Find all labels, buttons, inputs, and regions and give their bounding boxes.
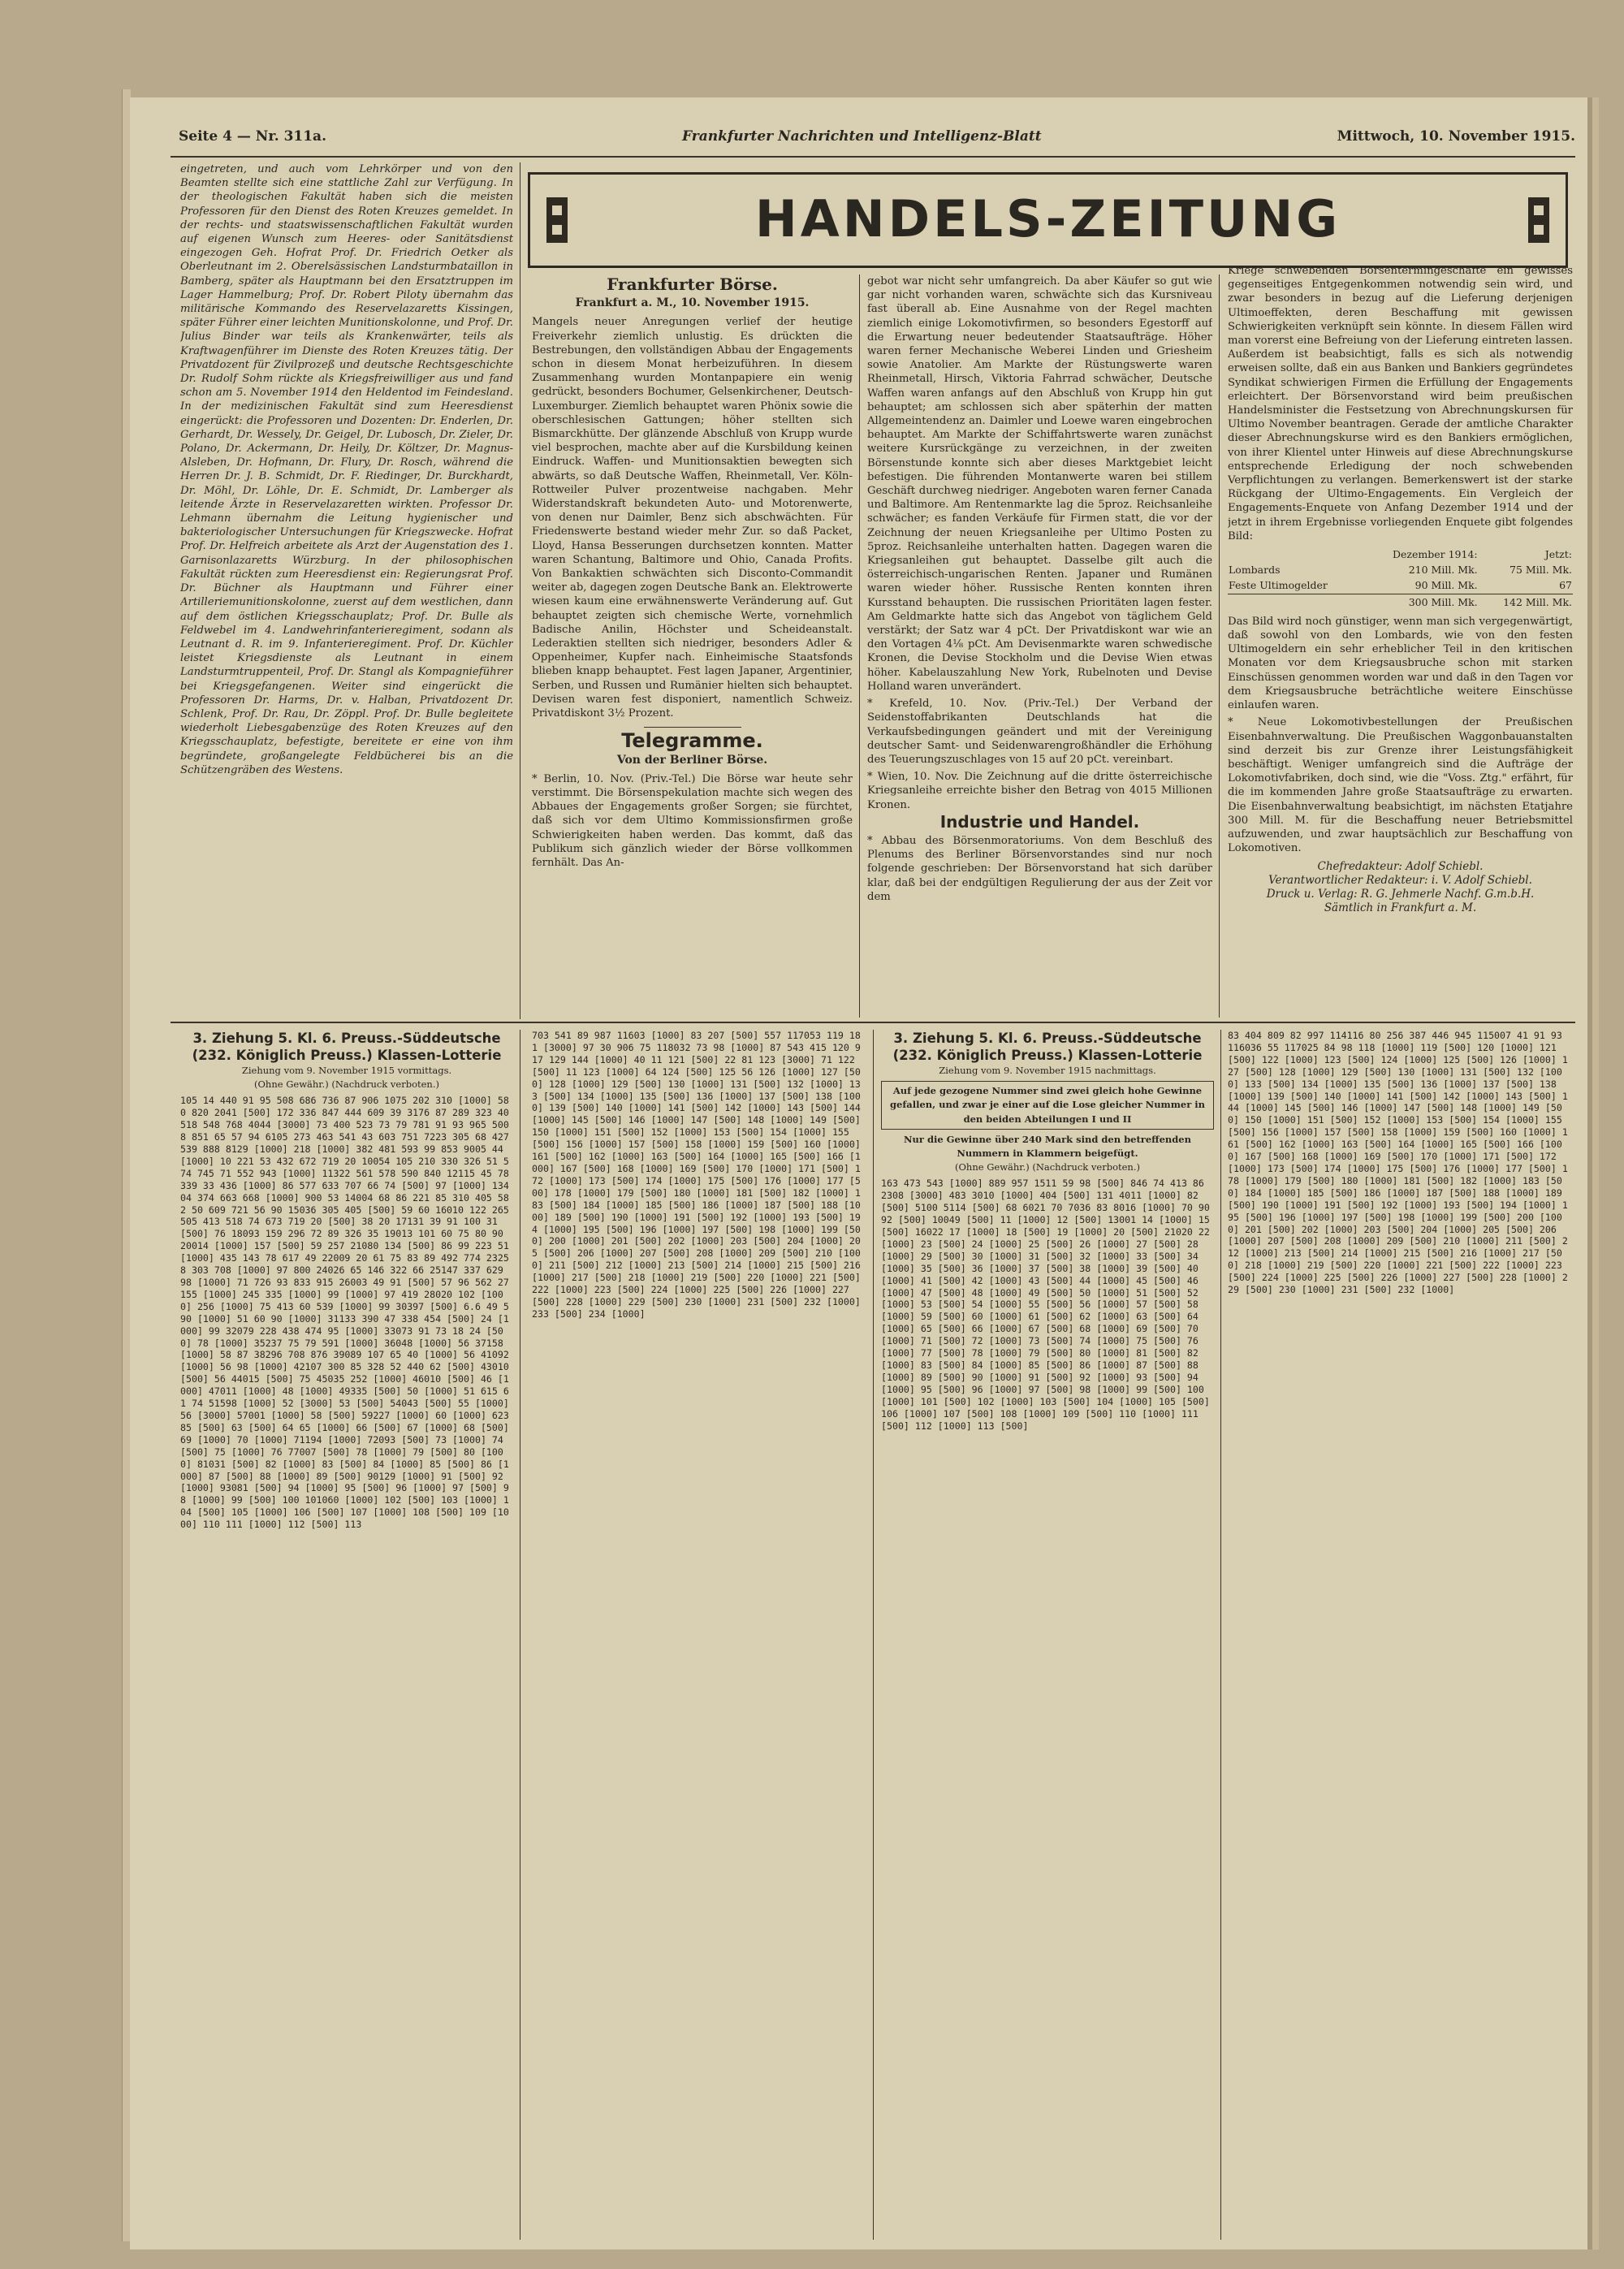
lottery-notice-box: Auf jede gezogene Nummer sind zwei gleich hohe Gewinne gefallen, und zwar je einer auf die Lose gleicher Nummer in den beiden Abteilungen I und II (881, 1081, 1214, 1130)
section-title: HANDELS-ZEITUNG (754, 189, 1341, 249)
lottery-morning-continued (532, 1030, 865, 2236)
lottery-afternoon-date: Ziehung vom 9. November 1915 nachmittags. (939, 1065, 1156, 1076)
lottery-note: Nur die Gewinne über 240 Mark sind den betreffenden Nummern in Klammern beigefügt. (904, 1133, 1191, 1160)
table-cell: 210 Mill. Mk. (1408, 564, 1478, 577)
industrie-text: * Abbau des Börsenmoratoriums. Von dem Beschluß des Plenums des Berliner Börsenvorstandes sind nur noch folgende geschrieben: Der Börsenvorstand hat sich darüber klar, daß bei der endgültigen Regulierung der aus der Zeit vor dem (867, 834, 1212, 903)
table-cell: 300 Mill. Mk. (1408, 595, 1478, 608)
lottery-afternoon-disclaimer: (Ohne Gewähr.) (Nachdruck verboten.) (955, 1161, 1140, 1173)
column-markets-industry (867, 274, 1212, 1013)
column-divider (1220, 1030, 1221, 2240)
lottery-morning-title: 3. Ziehung 5. Kl. 6. Preuss.-Süddeutsche (192, 1031, 501, 1046)
table-cell: Feste Ultimogelder (1229, 579, 1328, 592)
industrie-heading: Industrie und Handel. (939, 811, 1140, 832)
table-header-row (1228, 547, 1573, 562)
lottery-morning-column (180, 1030, 513, 2236)
lottery-afternoon-column (881, 1030, 1214, 2236)
moratorium-text: Kriege schwebenden Börsentermingeschäfte ein gewisses gegenseitiges Entgegenkommen notwendig sein wird, und zwar besonders in bezug auf die Lieferung derjenigen Ultimoeffekten, deren Beschaffung mit gewissen Schwierigkeiten verknüpft sein könnte. In diesem Fällen wird man vorerst eine Befreiung von der Lieferung eintreten lassen. Außerdem ist beabsichtigt, falls es sich als notwendig erweisen sollte, daß ein aus Banken und Bankiers gegründetes Syndikat schwierigen Firmen die Erfüllung der Engagements erleichtert. Der Börsenvorstand wird beim preußischen Handelsminister die Festsetzung von Abrechnungskursen für Ultimo November beantragen. Gerade der amtliche Charakter dieser Abrechnungskurse wird es den Bankiers ermöglichen, von ihrer Klientel unter Hinweis auf diese Abrechnungskurse entsprechende Erledigung der noch schwebenden Verpflichtungen zu verlangen. Bemerkenswert ist der starke Rückgang der Ultimo-Engagements. Ein Vergleich der Engagements-Enquete von Anfang Dezember 1914 und der jetzt in ihrem Ergebnisse vorliegenden Enquete gibt folgendes Bild: (1228, 265, 1573, 542)
university-report-text: eingetreten, und auch vom Lehrkörper und von den Beamten stellte sich eine stattliche Zahl zur Verfügung. In der theologischen Fakultät haben sich die meisten Professoren für den Dienst des Roten Kreuzes gemeldet. In der rechts- und staatswissenschaftlichen Fakultät wurden auf eigenen Wunsch zum Heeres- oder Sanitätsdienst eingezogen Geh. Hofrat Prof. Dr. Friedrich Oetker als Oberleutnant im 2. Oberelsässischen Landsturmbataillon in Bamberg, später als Hauptmann bei den Ersatztruppen im Lager Hammelburg; Prof. Dr. Robert Piloty übernahm das militärische Kommando des Reservelazaretts Kissingen, später Führer einer leichten Munitionskolonne, und Prof. Dr. Julius Binder war teils als Krankenwärter, teils als Kraftwagenführer im Dienste des Roten Kreuzes tätig. Der Privatdozent für Zivilprozeß und deutsche Rechtsgeschichte Dr. Rudolf Sohm rückte als Kriegsfreiwilliger aus und fand schon am 5. November 1914 den Heldentod im Feindesland. In der medizinischen Fakultät sind zum Heeresdienst eingerückt: die Professoren und Dozenten: Dr. Enderlen, Dr. Gerhardt, Dr. Wessely, Dr. Geigel, Dr. Lubosch, Dr. Zieler, Dr. Polano, Dr. Ackermann, Dr. Heily, Dr. Költzer, Dr. Magnus-Alsleben, Dr. Hofmann, Dr. Flury, Dr. Rosch, während die Herren Dr. J. B. Schmidt, Dr. F. Riedinger, Dr. Burckhardt, Dr. Möhl, Dr. Löhle, Dr. E. Schmidt, Dr. Lamberger als leitende Ärzte in Reservelazaretten wirkten. Professor Dr. Lehmann übernahm die Leitung hygienischer und bakteriologischer Untersuchungen für Kriegszwecke. Hofrat Prof. Dr. Helfreich arbeitete als Arzt der Augenstation des 1. Garnisonlazaretts Würzburg. In der philosophischen Fakultät rückten zum Heeresdienst ein: Regierungsrat Prof. Dr. Büchner als Hauptmann und Führer einer Artilleriemunitionskolonne, zuerst auf dem westlichen, dann auf dem östlichen Kriegsschauplatz; Prof. Dr. Bulle als Feldwebel im 4. Landwehrinfanterieregiment, sodann als Leutnant d. R. im 9. Infanterieregiment. Prof. Dr. Küchler leistet Kriegsdienste als Leutnant in einem Landsturmtruppenteil, Prof. Dr. Stangl als Kompagnieführer bei Kriegsgefangenen. Weiter sind eingerückt die Professoren Dr. Harms, Dr. v. Halban, Privatdozent Dr. Schlenk, Prof. Dr. Rau, Dr. Zöppl. Prof. Dr. Bulle begleitete wiederholt Liebesgabenzüge des Roten Kreuzes auf den Kriegsschauplatz, befestigte, bereitete er eine von ihm begründete, großangelegte Feldbücherei bis an die Schützengräben des Westens. (180, 163, 513, 776)
boerse-dateline: Frankfurt a. M., 10. November 1915. (575, 296, 810, 310)
lottery-morning-disclaimer: (Ohne Gewähr.) (Nachdruck verboten.) (254, 1078, 439, 1091)
table-header-cell (1228, 547, 1363, 562)
lottery-afternoon-numbers-cont: 83 404 809 82 997 114116 80 256 387 446 945 115007 41 91 93 116036 55 117025 84 98 118 [1000] 119 [500] 120 [1000] 121 [500] 122 [1000] 123 [500] 124 [1000] 125 [500] 126 [1000] 127 [500] 128 [1000] 129 [500] 130 [1000] 131 [500] 132 [1000] 133 [500] 134 [1000] 135 [500] 136 [1000] 137 [500] 138 [1000] 139 [500] 140 [1000] 141 [500] 142 [1000] 143 [500] 144 [1000] 145 [500] 146 [1000] 147 [500] 148 [1000] 149 [500] 150 [1000] 151 [500] 152 [1000] 153 [500] 154 [1000] 155 [500] 156 [1000] 157 [500] 158 [1000] 159 [500] 160 [1000] 161 [500] 162 [1000] 163 [500] 164 [1000] 165 [500] 166 [1000] 167 [500] 168 [1000] 169 [500] 170 [1000] 171 [500] 172 [1000] 173 [500] 174 [1000] 175 [500] 176 [1000] 177 [500] 178 [1000] 179 [500] 180 [1000] 181 [500] 182 [1000] 183 [500] 184 [1000] 185 [500] 186 [1000] 187 [500] 188 [1000] 189 [500] 190 [1000] 191 [500] 192 [1000] 193 [500] 194 [1000] 195 [500] 196 [1000] 197 [500] 198 [1000] 199 [500] 200 [1000] 201 [500] 202 [1000] 203 [500] 204 [1000] 205 [500] 206 [1000] 207 [500] 208 [1000] 209 [500] 210 [1000] 211 [500] 212 [1000] 213 [500] 214 [1000] 215 [500] 216 [1000] 217 [500] 218 [1000] 219 [500] 220 [1000] 221 [500] 222 [1000] 223 [500] 224 [1000] 225 [500] 226 [1000] 227 [500] 228 [1000] 229 [500] 230 [1000] 231 [500] 232 [1000] (1228, 1030, 1568, 1296)
section-divider (644, 727, 741, 728)
table-header-cell: Dezember 1914: (1392, 548, 1478, 561)
header-page-number: Seite 4 — Nr. 311a. (179, 128, 326, 145)
ornament-right-icon (1528, 197, 1549, 243)
column-boersenmoratorium (1228, 264, 1573, 1019)
table-cell: Lombards (1229, 564, 1281, 577)
table-cell: 75 Mill. Mk. (1510, 564, 1572, 577)
imprint-location: Sämtlich in Frankfurt a. M. (1324, 901, 1477, 915)
horizontal-rule (171, 1022, 1575, 1023)
column-divider (859, 274, 860, 1018)
imprint (1228, 860, 1573, 915)
wien-report: * Wien, 10. Nov. Die Zeichnung auf die dritte österreichische Kriegsanleihe erreichte bisher den Betrag von 4015 Millionen Kronen. (867, 771, 1212, 811)
page-header (179, 128, 1575, 153)
telegramme-heading: Telegramme. (621, 729, 763, 753)
header-date: Mittwoch, 10. November 1915. (1337, 128, 1575, 145)
table-header-cell: Jetzt: (1544, 548, 1572, 561)
header-masthead: Frankfurter Nachrichten und Intelligenz-Blatt (682, 128, 1042, 145)
table-row (1228, 577, 1573, 594)
lottery-morning-numbers-cont: 703 541 89 987 11603 [1000] 83 207 [500] 557 117053 119 181 [3000] 97 30 906 75 118032 73 98 [1000] 87 543 415 120 917 129 144 [1000] 40 11 121 [500] 22 81 123 [3000] 71 122 [500] 11 123 [1000] 64 124 [500] 125 56 126 [1000] 127 [500] 128 [1000] 129 [500] 130 [1000] 131 [500] 132 [1000] 133 [500] 134 [1000] 135 [500] 136 [1000] 137 [500] 138 [1000] 139 [500] 140 [1000] 141 [500] 142 [1000] 143 [500] 144 [1000] 145 [500] 146 [1000] 147 [500] 148 [1000] 149 [500] 150 [1000] 151 [500] 152 [1000] 153 [500] 154 [1000] 155 [500] 156 [1000] 157 [500] 158 [1000] 159 [500] 160 [1000] 161 [500] 162 [1000] 163 [500] 164 [1000] 165 [500] 166 [1000] 167 [500] 168 [1000] 169 [500] 170 [1000] 171 [500] 172 [1000] 173 [500] 174 [1000] 175 [500] 176 [1000] 177 [500] 178 [1000] 179 [500] 180 [1000] 181 [500] 182 [1000] 183 [500] 184 [1000] 185 [500] 186 [1000] 187 [500] 188 [1000] 189 [500] 190 [1000] 191 [500] 192 [1000] 193 [500] 194 [1000] 195 [500] 196 [1000] 197 [500] 198 [1000] 199 [500] 200 [1000] 201 [500] 202 [1000] 203 [500] 204 [1000] 205 [500] 206 [1000] 207 [500] 208 [1000] 209 [500] 210 [1000] 211 [500] 212 [1000] 213 [500] 214 [1000] 215 [500] 216 [1000] 217 [500] 218 [1000] 219 [500] 220 [1000] 221 [500] 222 [1000] 223 [500] 224 [1000] 225 [500] 226 [1000] 227 [500] 228 [1000] 229 [500] 230 [1000] 231 [500] 232 [1000] 233 [500] 234 [1000] (532, 1030, 861, 1320)
moratorium-text-2: Das Bild wird noch günstiger, wenn man sich vergegenwärtigt, daß sowohl von den Lombards, wie von den festen Ultimogeldern ein sehr erheblicher Teil in den kritischen Monaten vor dem Kriegsausbruche schon mit starken Einschüssen genommen worden war und daß in den Tagen vor dem Kriegsausbruche beträchtliche weitere Einschüsse einlaufen waren. (1228, 615, 1573, 712)
lottery-morning-date: Ziehung vom 9. November 1915 vormittags. (241, 1065, 452, 1076)
table-cell: 67 (1559, 579, 1572, 592)
column-university-report (180, 162, 513, 987)
column-divider (873, 1030, 874, 2240)
lottery-morning-subtitle: (232. Königlich Preuss.) Klassen-Lotterie (192, 1048, 502, 1063)
header-rule (171, 156, 1575, 158)
lokomotiv-report: * Neue Lokomotivbestellungen der Preußischen Eisenbahnverwaltung. Die Preußischen Waggonbauanstalten sind derzeit bis zur Grenze ihrer Leistungsfähigkeit beschäftigt. Weniger umfangreich sind die Aufträge der Lokomotivfabriken, doch sind, wie die "Voss. Ztg." erfährt, für die im kommenden Jahre große Staatsaufträge zu erwarten. Die Eisenbahnverwaltung beabsichtigt, im nächsten Etatjahre 300 Mill. M. für die Beschaffung neuer Betriebsmittel aufzuwenden, und zwar hauptsächlich zur Beschaffung von Lokomotiven. (1228, 716, 1573, 855)
table-cell: 90 Mill. Mk. (1415, 579, 1478, 592)
table-cell: 142 Mill. Mk. (1503, 595, 1572, 608)
table-cell (1228, 594, 1363, 610)
market-report-text: gebot war nicht sehr umfangreich. Da aber Käufer so gut wie gar nicht vorhanden waren, schwächte sich das Kursniveau fast überall ab. Eine Ausnahme von der Regel machten ziemlich einige Lokomotivfirmen, so besonders Egestorff auf die Erwartung neuer bedeutender Staatsaufträge. Höher waren ferner Mechanische Weberei Linden und Griesheim sowie Anatolier. Am Markte der Rüstungswerte waren Rheinmetall, Hirsch, Viktoria Fahrrad schwächer, Deutsche Waffen waren anfangs auf den Abschluß von Krupp hin gut behauptet; am schlossen sich aber späterhin der matten Allgemeintendenz an. Daimler und Loewe waren eingebrochen behauptet. Am Markte der Schiffahrtswerte waren zunächst weitere Kursrückgänge zu verzeichnen, in der zweiten Börsenstunde konnte sich aber dieses Marktgebiet leicht befestigen. Die führenden Montanwerte waren bei stillem Geschäft durchweg niedriger. Angeboten waren ferner Canada und Baltimore. Am Rentenmarkte lag die 5proz. Reichsanleihe schwächer; es fanden Verkäufe für Firmen statt, die vor der Zeichnung der neuen Kriegsanleihe per Ultimo Posten zu 5proz. Reichsanleihe unterhalten hatten. Dagegen waren die Kriegsanleihen gut behauptet. Dasselbe gilt auch die österreichisch-ungarischen Renten. Japaner und Rumänen waren wieder höher. Russische Renten konnten ihren Kursstand behaupten. Die russischen Prioritäten lagen fester. Am Geldmarkte hatte sich das Angebot von täglichem Geld verstärkt; der Satz war 4 pCt. Der Privatdiskont war wie an den Vortagen 4⅛ pCt. Am Devisenmarkte waren schwedische Kronen, die Devise Stockholm und die Devise Wien etwas höher. Kabelauszahlung New York, Rubelnoten und Devise Holland waren unverändert. (867, 275, 1212, 693)
imprint-editor: Verantwortlicher Redakteur: i. V. Adolf Schiebl. (1268, 874, 1532, 888)
boerse-report-text: Mangels neuer Anregungen verlief der heutige Freiverkehr ziemlich unlustig. Es drückten die Bestrebungen, den vollständigen Abbau der Engagements schon in diesem Monat herbeizuführen. In diesem Zusammenhang wurden Montanpapiere ein wenig gedrückt, besonders Bochumer, Gelsenkirchener, Deutsch-Luxemburger. Ziemlich behauptet waren Phönix sowie die oberschlesischen Gattungen; höher stellten sich Bismarckhütte. Der glänzende Abschluß von Krupp wurde viel besprochen, machte aber auf die Kursbildung keinen Eindruck. Waffen- und Munitionsaktien bewegten sich abwärts, so daß Deutsche Waffen, Rheinmetall, Ver. Köln-Rottweiler Pulver prozentweise nachgaben. Mehr Widerstandskraft bekundeten Auto- und Motorenwerte, von denen nur Daimler, Benz sich abschwächten. Für Friedenswerte bestand wieder mehr Zur. so daß Packet, Lloyd, Hansa Besserungen durchsetzen konnten. Matter waren Schantung, Baltimore und Ohio, Canada Profits. Von Bankaktien schwächten sich Disconto-Commandit weiter ab, dagegen zogen Deutsche Bank an. Elektrowerte wiesen kaum eine erwähnenswerte Veränderung auf. Gut behauptet zeigten sich chemische Werte, vornehmlich Badische Anilin, Höchster und Scheideanstalt. Lederaktien stellten sich niedriger, besonders Adler & Oppenheimer, Kupfer nach. Einheimische Staatsfonds blieben knapp behauptet. Fest lagen Japaner, Argentinier, Serben, und Russen und Rumänier hielten sich behauptet. Devisen waren fest disponiert, namentlich Schweiz. Privatdiskont 3½ Prozent. (532, 316, 853, 720)
lottery-afternoon-continued (1228, 1030, 1569, 2236)
handels-zeitung-banner (528, 172, 1568, 268)
telegramme-subheading: Von der Berliner Börse. (616, 753, 768, 767)
lottery-afternoon-subtitle: (232. Königlich Preuss.) Klassen-Lotterie (892, 1048, 1203, 1063)
krefeld-report: * Krefeld, 10. Nov. (Priv.-Tel.) Der Verband der Seidenstoffabrikanten Deutschlands hat die Verkaufsbedingungen geändert und mit der Vereinigung deutscher Samt- und Seidenwarengroßhändler die Erhöhung des Teuerungszuschlages von 15 auf 20 pCt. vereinbart. (867, 698, 1212, 766)
column-divider (1219, 274, 1220, 1018)
telegramme-text: * Berlin, 10. Nov. (Priv.-Tel.) Die Börse war heute sehr verstimmt. Die Börsenspekulation machte sich wegen des Abbaues der Engagements großer Sorgen; sie fürchtet, daß sich vor dem Ultimo Kommissionsfirmen große Schwierigkeiten haben werden. Das kommt, daß das Publikum sich gänzlich wieder der Börse vollkommen fernhält. Das An- (532, 772, 853, 869)
table-row (1228, 562, 1573, 577)
imprint-chief-editor: Chefredakteur: Adolf Schiebl. (1317, 860, 1484, 874)
lottery-morning-numbers: 105 14 440 91 95 508 686 736 87 906 1075 202 310 [1000] 580 820 2041 [500] 172 336 847 444 609 39 3176 87 289 323 40 518 548 768 4044 [3000] 73 400 523 73 79 781 91 93 965 5008 851 65 57 94 6105 273 463 541 43 603 751 7223 305 68 427 539 888 8129 [1000] 218 [1000] 382 481 593 99 853 9005 44 [1000] 10 221 53 432 672 719 20 10054 105 210 330 326 51 574 745 71 552 943 [1000] 11322 561 578 590 840 12115 45 78 339 33 436 [1000] 86 577 633 707 66 74 [500] 97 [1000] 13404 374 663 668 [1000] 900 53 14004 68 86 221 85 310 405 582 50 609 721 56 90 15036 305 405 [500] 59 60 16010 122 265 505 413 518 74 673 719 20 [500] 38 20 17131 39 91 100 31 [500] 76 18093 159 296 72 89 326 35 19013 101 60 75 80 90 20014 [1000] 157 [500] 59 257 21080 134 [500] 86 99 223 51 [1000] 435 143 78 617 49 22009 20 61 75 83 89 492 774 23258 303 708 [1000] 97 800 24026 65 146 322 66 25147 337 629 98 [1000] 71 726 93 833 915 26003 49 91 [500] 57 96 562 27155 [1000] 245 335 [1000] 99 [1000] 97 419 28020 102 [1000] 256 [1000] 75 413 60 539 [1000] 99 30397 [500] 6.6 49 590 [1000] 51 60 90 [1000] 31133 390 47 338 454 [500] 24 [1000] 99 32079 228 438 474 95 [1000] 33073 91 73 18 24 [500] 78 [1000] 35237 75 79 591 [1000] 36048 [1000] 56 37158 [1000] 58 87 38296 708 876 39089 107 65 40 [1000] 56 41092 [1000] 56 98 [1000] 42107 300 85 328 52 440 62 [500] 43010 [500] 56 44015 [500] 75 45035 252 [1000] 46010 [500] 46 [1000] 47011 [1000] 48 [1000] 49335 [500] 50 [1000] 51 615 61 74 51598 [1000] 52 [3000] 53 [500] 54043 [500] 55 [1000] 56 [3000] 57001 [1000] 58 [500] 59227 [1000] 60 [1000] 62385 [500] 63 [500] 64 65 [1000] 66 [500] 67 [1000] 68 [500] 69 [1000] 70 [1000] 71194 [1000] 72093 [500] 73 [1000] 74 [500] 75 [1000] 76 77007 [500] 78 [1000] 79 [500] 80 [1000] 81031 [500] 82 [1000] 83 [500] 84 [1000] 85 [500] 86 [1000] 87 [500] 88 [1000] 89 [500] 90129 [1000] 91 [500] 92 [1000] 93081 [500] 94 [1000] 95 [500] 96 [1000] 97 [500] 98 [1000] 99 [500] 100 101060 [1000] 102 [500] 103 [1000] 104 [500] 105 [1000] 106 [500] 107 [1000] 108 [500] 109 [1000] 110 111 [1000] 112 [500] 113 (180, 1095, 509, 1531)
newspaper-page (130, 97, 1587, 2250)
imprint-publisher: Druck u. Verlag: R. G. Jehmerle Nachf. G.m.b.H. (1266, 888, 1535, 901)
engagements-table (1228, 547, 1573, 610)
lottery-afternoon-numbers: 163 473 543 [1000] 889 957 1511 59 98 [500] 846 74 413 86 2308 [3000] 483 3010 [1000] 404 [500] 131 4011 [1000] 82 [500] 5100 5114 [500] 68 6021 70 7036 83 8016 [1000] 70 9092 [500] 10049 [500] 11 [1000] 12 [500] 13001 14 [1000] 15 [500] 16022 17 [1000] 18 [500] 19 [1000] 20 [500] 21020 22 [1000] 23 [500] 24 [1000] 25 [500] 26 [1000] 27 [500] 28 [1000] 29 [500] 30 [1000] 31 [500] 32 [1000] 33 [500] 34 [1000] 35 [500] 36 [1000] 37 [500] 38 [1000] 39 [500] 40 [1000] 41 [500] 42 [1000] 43 [500] 44 [1000] 45 [500] 46 [1000] 47 [500] 48 [1000] 49 [500] 50 [1000] 51 [500] 52 [1000] 53 [500] 54 [1000] 55 [500] 56 [1000] 57 [500] 58 [1000] 59 [500] 60 [1000] 61 [500] 62 [1000] 63 [500] 64 [1000] 65 [500] 66 [1000] 67 [500] 68 [1000] 69 [500] 70 [1000] 71 [500] 72 [1000] 73 [500] 74 [1000] 75 [500] 76 [1000] 77 [500] 78 [1000] 79 [500] 80 [1000] 81 [500] 82 [1000] 83 [500] 84 [1000] 85 [500] 86 [1000] 87 [500] 88 [1000] 89 [500] 90 [1000] 91 [500] 92 [1000] 93 [500] 94 [1000] 95 [500] 96 [1000] 97 [500] 98 [1000] 99 [500] 100 [1000] 101 [500] 102 [1000] 103 [500] 104 [1000] 105 [500] 106 [1000] 107 [500] 108 [1000] 109 [500] 110 [1000] 111 [500] 112 [1000] 113 [500] (881, 1178, 1210, 1432)
table-total-row (1228, 594, 1573, 610)
boerse-heading: Frankfurter Börse. (607, 274, 778, 294)
lottery-afternoon-title: 3. Ziehung 5. Kl. 6. Preuss.-Süddeutsche (893, 1031, 1202, 1046)
column-frankfurter-boerse (532, 274, 853, 1013)
